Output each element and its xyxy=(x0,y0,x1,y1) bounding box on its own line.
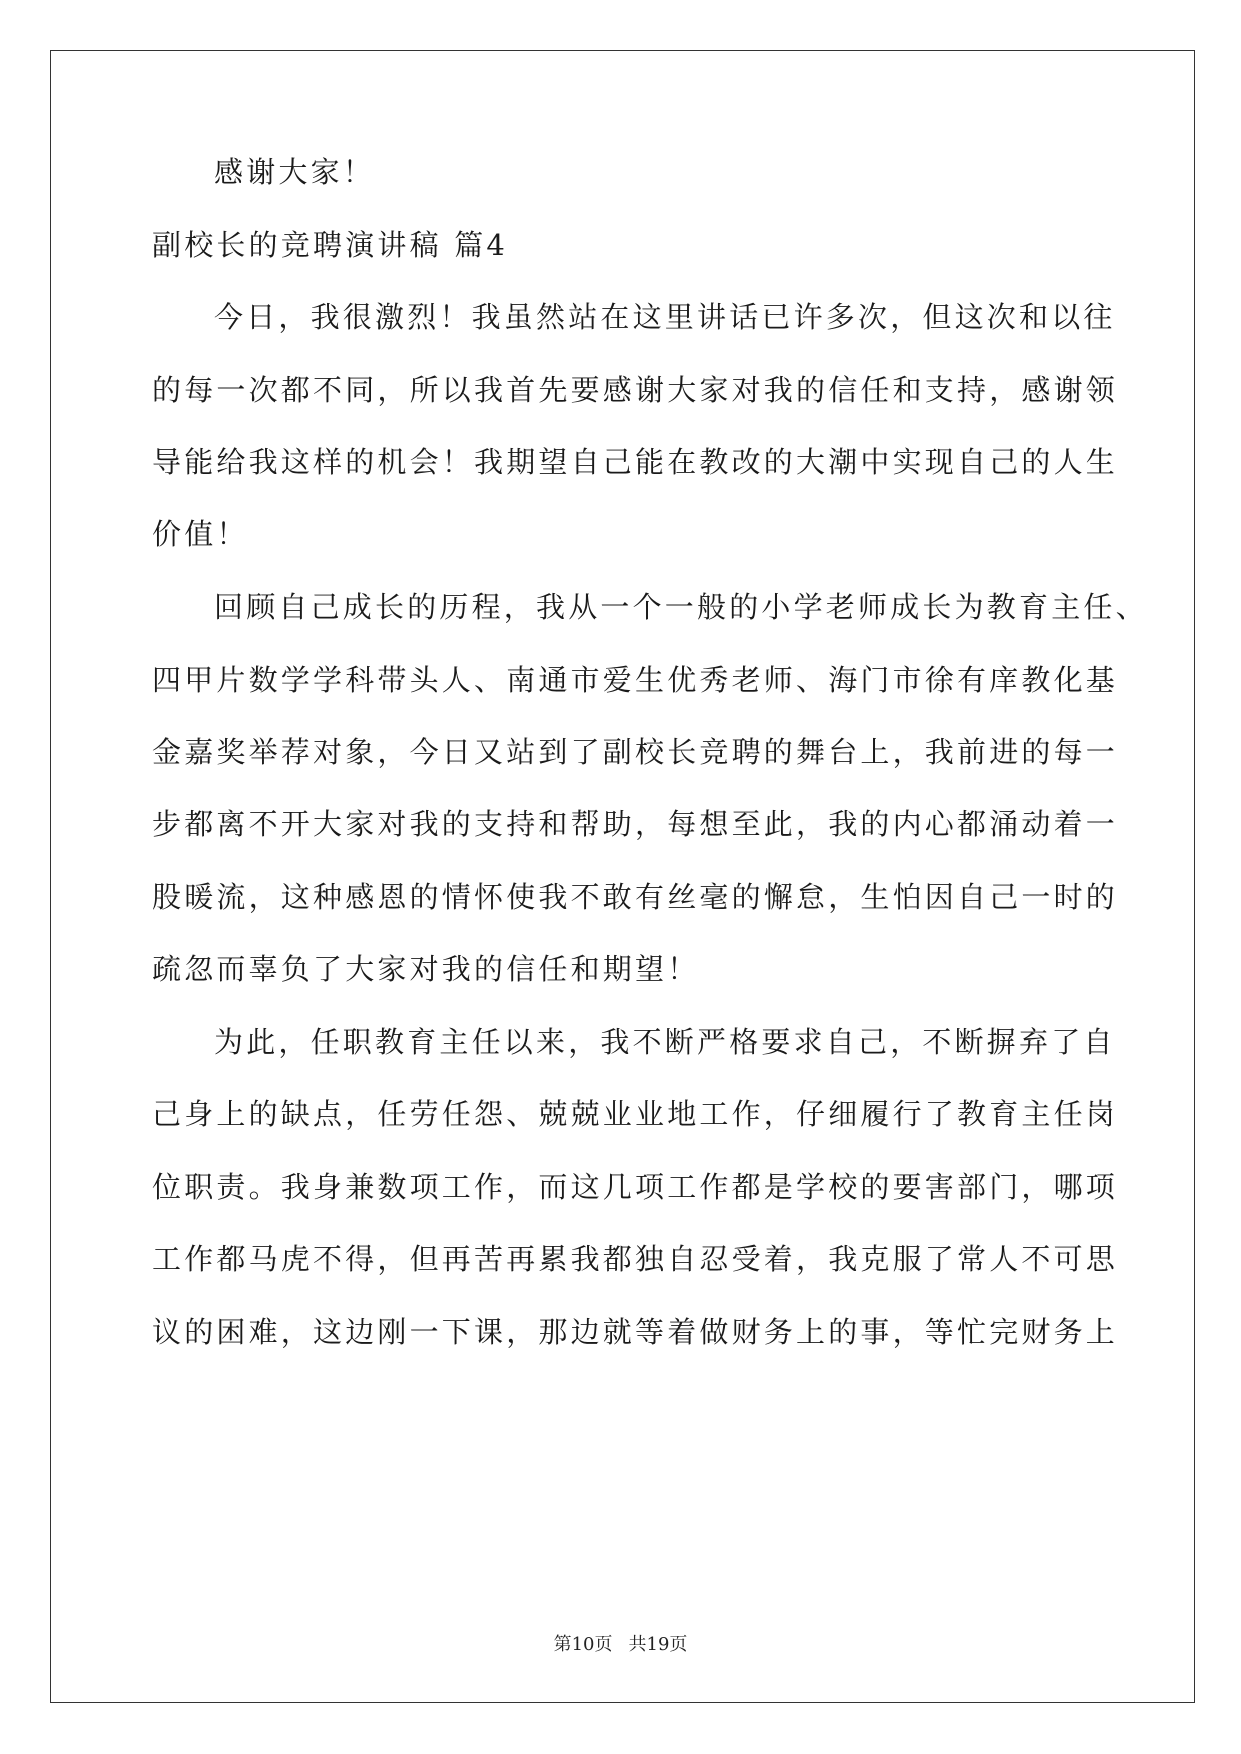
paragraph-line: 四甲片数学学科带头人、南通市爱生优秀老师、海门市徐有庠教化基 xyxy=(152,663,1119,697)
paragraph-line: 为此，任职教育主任以来，我不断严格要求自己，不断摒弃了自 xyxy=(214,1025,1116,1059)
paragraph-line: 价值！ xyxy=(152,517,249,551)
paragraph-line: 己身上的缺点，任劳任怨、兢兢业业地工作，仔细履行了教育主任岗 xyxy=(152,1097,1119,1131)
current-page-number: 第10页 xyxy=(553,1634,613,1655)
section-heading: 副校长的竞聘演讲稿 篇4 xyxy=(152,228,509,262)
paragraph-line: 金嘉奖举荐对象，今日又站到了副校长竞聘的舞台上，我前进的每一 xyxy=(152,735,1119,769)
paragraph-line: 位职责。我身兼数项工作，而这几项工作都是学校的要害部门，哪项 xyxy=(152,1170,1119,1204)
paragraph-line: 疏忽而辜负了大家对我的信任和期望！ xyxy=(152,952,700,986)
paragraph-line: 工作都马虎不得，但再苦再累我都独自忍受着，我克服了常人不可思 xyxy=(152,1242,1119,1276)
paragraph-line: 的每一次都不同，所以我首先要感谢大家对我的信任和支持，感谢领 xyxy=(152,373,1119,407)
paragraph-line: 议的困难，这边刚一下课，那边就等着做财务上的事，等忙完财务上 xyxy=(152,1315,1119,1349)
paragraph-line: 回顾自己成长的历程，我从一个一般的小学老师成长为教育主任、 xyxy=(214,590,1148,624)
paragraph-line: 今日，我很激烈！我虽然站在这里讲话已许多次，但这次和以往 xyxy=(214,300,1116,334)
paragraph-line: 步都离不开大家对我的支持和帮助，每想至此，我的内心都涌动着一 xyxy=(152,807,1119,841)
paragraph-line: 导能给我这样的机会！我期望自己能在教改的大潮中实现自己的人生 xyxy=(152,445,1119,479)
page-footer xyxy=(0,1630,1241,1656)
total-pages: 共19页 xyxy=(628,1634,688,1655)
paragraph-line: 股暖流，这种感恩的情怀使我不敢有丝毫的懈怠，生怕因自己一时的 xyxy=(152,880,1119,914)
closing-line: 感谢大家！ xyxy=(214,155,376,189)
